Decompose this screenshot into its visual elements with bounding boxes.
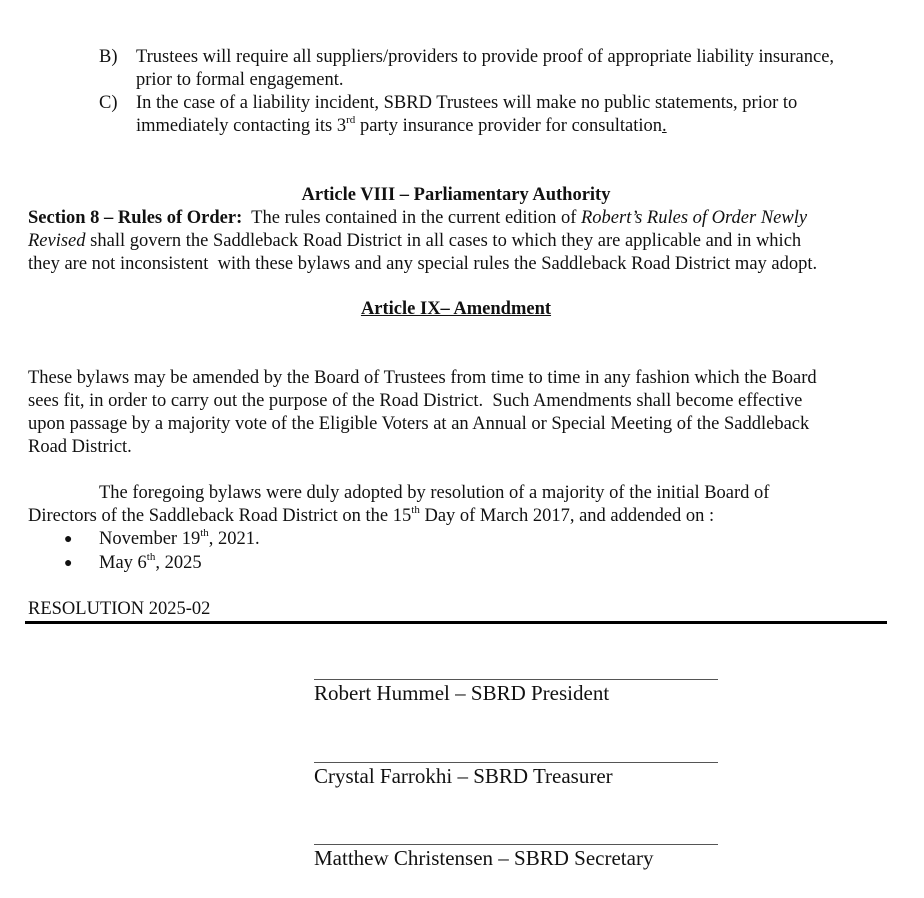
amendment-paragraph-line-2: sees fit, in order to carry out the purpose of the Road District. Such Amendments shall become effective — [28, 391, 803, 411]
signature-line — [314, 679, 718, 680]
resolution-number: RESOLUTION 2025-02 — [28, 599, 211, 619]
list-marker: C) — [99, 93, 118, 113]
list-marker: B) — [99, 47, 118, 67]
amendment-date-1: November 19th, 2021. — [99, 526, 260, 549]
list-item-b-continuation: prior to formal engagement. — [136, 70, 344, 90]
bullet-icon: ● — [64, 532, 73, 547]
article-8-section-line-3: they are not inconsistent with these bylaws and any special rules the Saddleback Road District may adopt. — [28, 254, 818, 274]
list-item-c-continuation: immediately contacting its 3rd party insurance provider for consultation. — [136, 113, 667, 136]
article-8-section-line-2: Revised shall govern the Saddleback Road District in all cases to which they are applicable and in which — [28, 231, 802, 251]
section-8-label: Section 8 – Rules of Order: — [28, 208, 243, 228]
horizontal-rule — [25, 621, 887, 624]
signature-secretary: Matthew Christensen – SBRD Secretary — [314, 846, 654, 870]
amendment-paragraph-line-4: Road District. — [28, 437, 132, 457]
article-8-section-line-1: Section 8 – Rules of Order: The rules contained in the current edition of Robert’s Rules of Order Newly — [28, 208, 808, 228]
amendment-paragraph-line-3: upon passage by a majority vote of the Eligible Voters at an Annual or Special Meeting of the Saddleback — [28, 414, 810, 434]
signature-line — [314, 844, 718, 845]
amendment-paragraph-line-1: These bylaws may be amended by the Board of Trustees from time to time in any fashion which the Board — [28, 368, 817, 388]
article-9-heading: Article IX– Amendment — [360, 299, 552, 319]
bullet-icon: ● — [64, 556, 73, 571]
amendment-date-2: May 6th, 2025 — [99, 550, 202, 573]
adoption-line-1: The foregoing bylaws were duly adopted by resolution of a majority of the initial Board of — [99, 483, 770, 503]
signature-line — [314, 762, 718, 763]
adoption-line-2: Directors of the Saddleback Road District on the 15th Day of March 2017, and addended on : — [28, 503, 715, 526]
list-item-text: In the case of a liability incident, SBRD Trustees will make no public statements, prior to — [136, 93, 798, 113]
signature-president: Robert Hummel – SBRD President — [314, 681, 610, 705]
signature-treasurer: Crystal Farrokhi – SBRD Treasurer — [314, 764, 613, 788]
article-8-heading: Article VIII – Parliamentary Authority — [301, 185, 611, 205]
list-item-text: Trustees will require all suppliers/providers to provide proof of appropriate liability insurance, — [136, 47, 835, 67]
